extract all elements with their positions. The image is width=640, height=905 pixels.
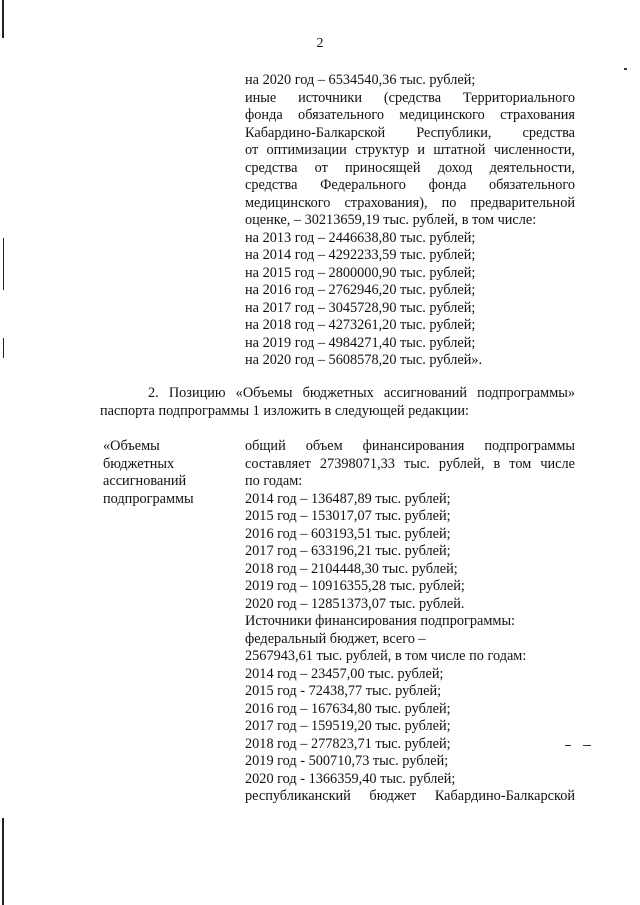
scan-mark-left-mid	[3, 238, 4, 290]
federal-year-line: 2019 год - 500710,73 тыс. рублей;	[245, 753, 449, 769]
year-line: на 2017 год – 3045728,90 тыс. рублей;	[245, 299, 476, 316]
scan-mark-bottom-left	[2, 818, 4, 905]
total-year-line: 2018 год – 2104448,30 тыс. рублей;	[245, 560, 458, 577]
year-line: на 2016 год – 2762946,20 тыс. рублей;	[245, 282, 476, 298]
total-line: общий объем финансирования подпрограммы	[245, 438, 575, 454]
by-years-label: по годам:	[245, 473, 303, 489]
total-year-line: 2020 год – 12851373,07 тыс. рублей.	[245, 595, 465, 612]
scan-dot-top-right	[624, 68, 627, 70]
table-value-column	[245, 438, 575, 806]
year-line: на 2020 год – 5608578,20 тыс. рублей».	[245, 352, 483, 368]
estimate-line: оценке, – 30213659,19 тыс. рублей, в том числе:	[245, 212, 537, 228]
total-year-line: 2014 год – 136487,89 тыс. рублей;	[245, 490, 451, 507]
federal-year-line: 2014 год – 23457,00 тыс. рублей;	[245, 665, 444, 682]
total-year-line: 2015 год – 153017,07 тыс. рублей;	[245, 508, 451, 524]
year-line: на 2015 год – 2800000,90 тыс. рублей;	[245, 264, 476, 281]
sources-heading: Источники финансирования подпрограммы:	[245, 613, 516, 629]
label-line: подпрограммы	[103, 490, 194, 507]
other-sources-line: средства от приносящей доход деятельности,	[245, 159, 575, 176]
total-year-line: 2017 год – 633196,21 тыс. рублей;	[245, 543, 451, 559]
scan-mark-left-mid2	[3, 338, 4, 358]
other-sources-line: Кабардино-Балкарской Республики, средства	[245, 124, 575, 141]
federal-year-line: 2015 год - 72438,77 тыс. рублей;	[245, 683, 442, 699]
label-line: ассигнований	[103, 473, 187, 489]
federal-year-line: 2017 год – 159519,20 тыс. рублей;	[245, 718, 451, 734]
scan-mark-top-left	[2, 0, 4, 38]
federal-line: федеральный бюджет, всего –	[245, 630, 426, 647]
year-line: на 2014 год – 4292233,59 тыс. рублей;	[245, 247, 476, 263]
total-year-line: 2019 год – 10916355,28 тыс. рублей;	[245, 578, 465, 594]
federal-year-line: 2018 год – 277823,71 тыс. рублей;	[245, 735, 451, 752]
year-line: на 2019 год – 4984271,40 тыс. рублей;	[245, 334, 476, 351]
total-line: составляет 27398071,33 тыс. рублей, в том числе	[245, 455, 575, 472]
year-line: на 2013 год – 2446638,80 тыс. рублей;	[245, 229, 476, 246]
page-number: 2	[316, 36, 324, 51]
scan-dash-right	[565, 745, 571, 746]
funding-sources-block	[245, 72, 575, 370]
federal-total: 2567943,61 тыс. рублей, в том числе по годам:	[245, 648, 527, 664]
federal-year-line: 2016 год – 167634,80 тыс. рублей;	[245, 700, 451, 717]
other-sources-line: средства Федерального фонда обязательного	[245, 177, 575, 193]
label-line: бюджетных	[103, 455, 175, 472]
other-sources-line: от оптимизации структур и штатной численности,	[245, 142, 575, 158]
year-line: на 2018 год – 4273261,20 тыс. рублей;	[245, 317, 476, 333]
other-sources-line: фонда обязательного медицинского страхования	[245, 107, 575, 123]
federal-year-line: 2020 год - 1366359,40 тыс. рублей;	[245, 770, 456, 787]
table-label-column	[103, 438, 233, 508]
republican-line: республиканский бюджет Кабардино-Балкарской	[245, 788, 575, 804]
other-sources-line: иные источники (средства Территориального	[245, 89, 575, 106]
total-year-line: 2016 год – 603193,51 тыс. рублей;	[245, 525, 451, 542]
paragraph-2: 2. Позицию «Объемы бюджетных ассигнований подпрограммы» паспорта подпрограммы 1 изложить в следующей редакции:	[100, 385, 575, 419]
funding-line-2020: на 2020 год – 6534540,36 тыс. рублей;	[245, 72, 476, 88]
label-line: «Объемы	[103, 438, 160, 454]
scan-dash-right2	[583, 745, 591, 746]
other-sources-line: медицинского страхования), по предварительной	[245, 194, 575, 211]
